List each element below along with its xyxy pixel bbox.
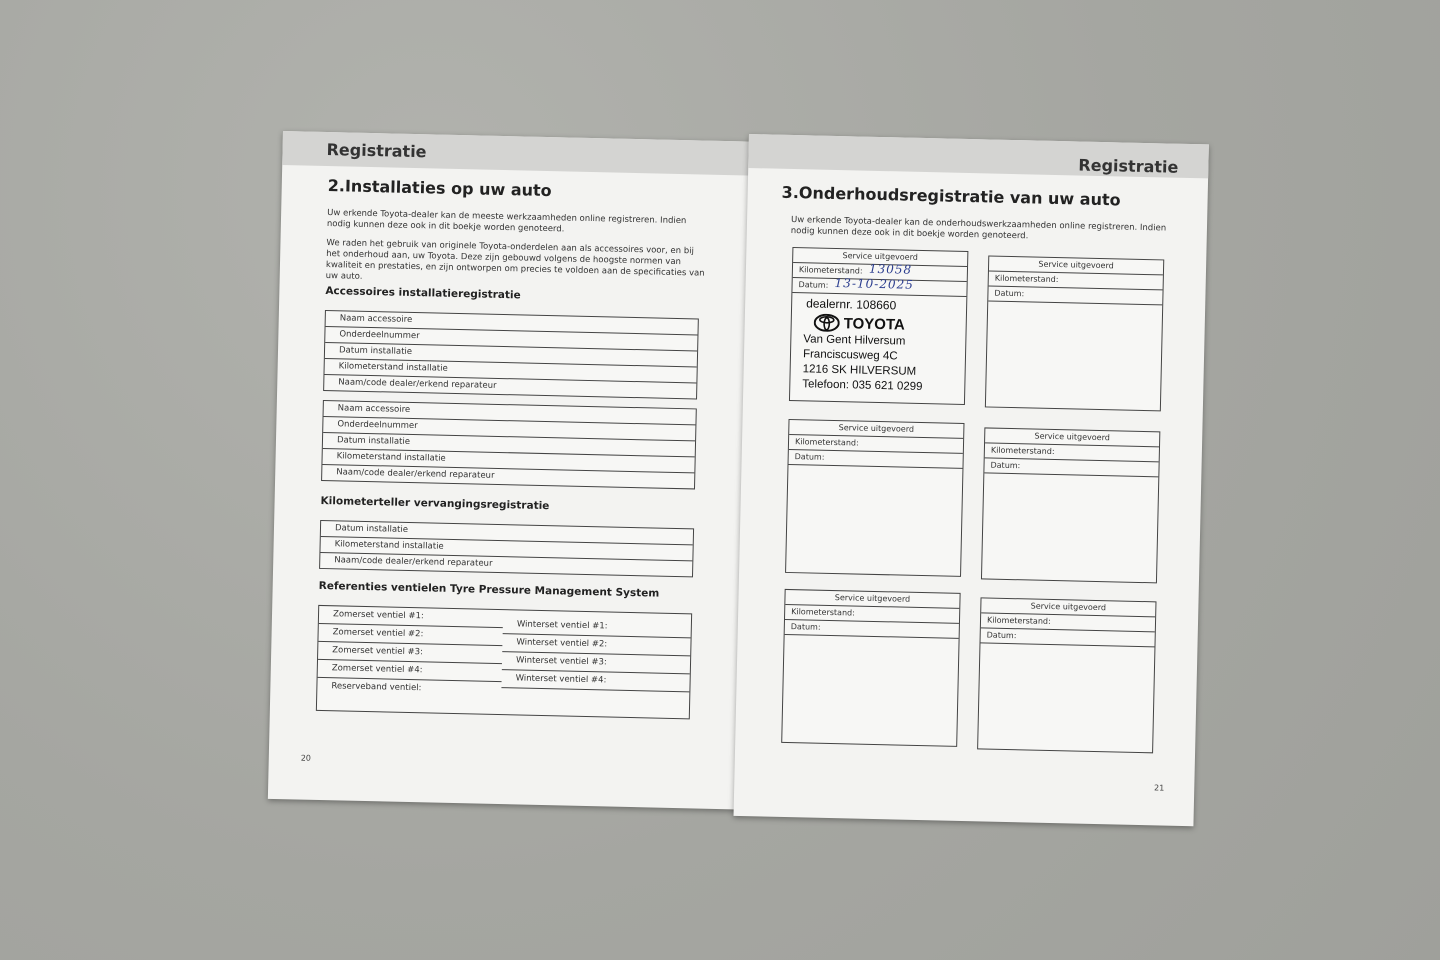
tpms-winter-valve-3: Winterset ventiel #3:	[502, 652, 690, 674]
stamp-brand	[814, 314, 964, 335]
service-record-4	[981, 427, 1160, 583]
accessory-part-number-field: Onderdeelnummer	[325, 327, 697, 351]
dealer-stamp	[802, 296, 964, 396]
accessory-form-2	[321, 400, 697, 489]
handwritten-date: 13-10-2025	[834, 275, 914, 292]
left-band-title: Registratie	[326, 139, 427, 162]
service-date-label: Datum:	[981, 628, 1155, 647]
service-km-label: Kilometerstand:	[985, 443, 1159, 462]
accessory-form-1	[323, 310, 699, 399]
tpms-summer-valve-4: Zomerset ventiel #4:	[318, 660, 502, 682]
service-record-6	[977, 597, 1156, 753]
right-header-band	[748, 134, 1209, 178]
stamp-phone: Telefoon: 035 621 0299	[802, 378, 923, 394]
accessory-install-date-field: Datum installatie	[323, 433, 695, 457]
service-km-label: Kilometerstand:	[981, 613, 1155, 632]
accessories-heading: Accessoires installatieregistratie	[325, 285, 521, 302]
installations-intro-2: We raden het gebruik van originele Toyota-onderdelen aan als accessoires voor, en bij het onderhoud aan, uw Toyota. Deze zijn gebouwd volgens de hoogste normen van kwaliteit en prestaties, en zijn ontworpen om precies te voldoen aan de specificaties van uw auto.	[325, 238, 705, 282]
service-performed-label: Service uitgevoerd	[989, 256, 1163, 275]
service-km-label: Kilometerstand:	[789, 435, 963, 454]
stamp-dealer-name: Van Gent Hilversum	[803, 333, 906, 348]
service-km-label: Kilometerstand:	[798, 265, 863, 276]
service-date-label: Datum:	[984, 458, 1158, 477]
tpms-winter-column	[501, 616, 691, 692]
odometer-heading: Kilometerteller vervangingsregistratie	[320, 494, 550, 513]
stamp-street: Franciscusweg 4C	[802, 348, 898, 363]
left-header-band	[282, 131, 753, 176]
right-page	[734, 134, 1209, 826]
installations-title: 2.Installaties op uw auto	[327, 176, 552, 201]
service-km-label: Kilometerstand:	[785, 605, 959, 624]
odometer-dealer-field: Naam/code dealer/erkend reparateur	[334, 555, 493, 569]
service-date-label: Datum:	[785, 620, 959, 639]
odometer-form	[319, 520, 694, 577]
tpms-spare-valve: Reserveband ventiel:	[331, 681, 422, 694]
accessory-name-field: Naam accessoire	[324, 401, 696, 425]
accessory-part-number-field: Onderdeelnummer	[323, 417, 695, 441]
right-band-title: Registratie	[1078, 155, 1179, 177]
accessory-install-km-field: Kilometerstand installatie	[324, 359, 696, 383]
service-date-label: Datum:	[798, 280, 829, 290]
service-performed-label: Service uitgevoerd	[793, 248, 967, 267]
toyota-logo-icon	[814, 314, 840, 333]
service-date-line	[792, 275, 966, 297]
tpms-summer-valve-1: Zomerset ventiel #1:	[319, 606, 503, 628]
service-date-label: Datum:	[789, 450, 963, 469]
service-performed-label: Service uitgevoerd	[981, 598, 1155, 617]
left-page	[268, 131, 753, 809]
accessory-name-field: Naam accessoire	[326, 311, 698, 335]
accessory-install-date-field: Datum installatie	[325, 343, 697, 367]
accessory-install-km-field: Kilometerstand installatie	[322, 449, 694, 473]
tpms-form	[316, 605, 692, 719]
installations-intro-1: Uw erkende Toyota-dealer kan de meeste werkzaamheden online registreren. Indien nodig kunnen deze ook in dit boekje worden genoteerd.	[326, 208, 687, 235]
left-page-number: 20	[300, 753, 312, 763]
service-record-5	[781, 589, 960, 747]
service-record-3	[785, 419, 964, 577]
tpms-heading: Referenties ventielen Tyre Pressure Management System	[318, 579, 660, 600]
odometer-install-km-field: Kilometerstand installatie	[320, 537, 692, 561]
service-performed-label: Service uitgevoerd	[985, 428, 1159, 447]
tpms-winter-valve-4: Winterset ventiel #4:	[501, 670, 689, 692]
stamp-city: 1216 SK HILVERSUM	[802, 363, 917, 378]
tpms-summer-valve-2: Zomerset ventiel #2:	[318, 624, 502, 646]
accessory-dealer-field: Naam/code dealer/erkend reparateur	[338, 377, 497, 391]
service-date-label: Datum:	[988, 286, 1162, 305]
right-page-number: 21	[1153, 783, 1165, 793]
tpms-summer-column	[317, 606, 503, 699]
service-performed-label: Service uitgevoerd	[785, 590, 959, 609]
service-km-label: Kilometerstand:	[989, 271, 1163, 290]
maintenance-intro: Uw erkende Toyota-dealer kan de onderhoudswerkzaamheden online registreren. Indien nodig kunnen deze ook in dit boekje worden genoteerd.	[790, 214, 1167, 242]
service-record-1	[789, 247, 968, 405]
accessory-dealer-field: Naam/code dealer/erkend reparateur	[336, 467, 495, 481]
maintenance-title: 3.Onderhoudsregistratie van uw auto	[781, 182, 1121, 210]
stamp-brand-name: TOYOTA	[843, 314, 906, 334]
tpms-winter-valve-2: Winterset ventiel #2:	[502, 634, 690, 656]
tpms-summer-valve-3: Zomerset ventiel #3:	[318, 642, 502, 664]
service-record-2	[985, 255, 1164, 411]
service-performed-label: Service uitgevoerd	[789, 420, 963, 439]
tpms-winter-valve-1: Winterset ventiel #1:	[503, 616, 691, 638]
handwritten-km: 13058	[868, 261, 913, 277]
stamp-dealer-number: dealernr. 108660	[806, 296, 897, 313]
odometer-install-date-field: Datum installatie	[321, 521, 693, 545]
